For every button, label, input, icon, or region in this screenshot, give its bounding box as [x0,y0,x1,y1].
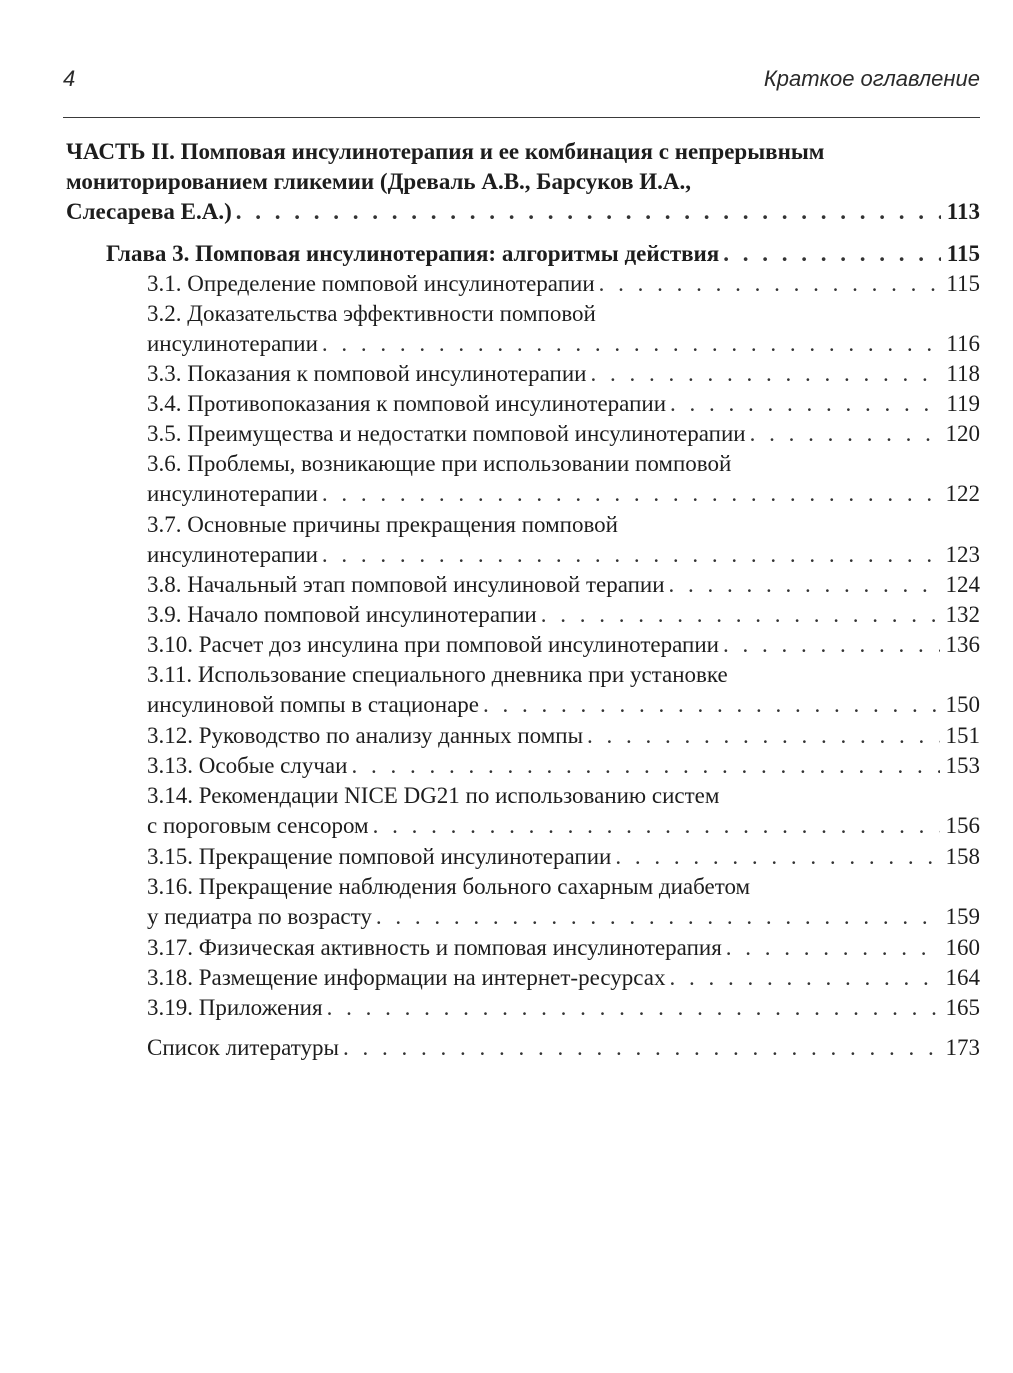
page-ref: 115 [946,271,980,296]
toc-section-3-6[interactable] [147,449,980,509]
leader-dots [537,600,940,630]
toc-section-3-3[interactable] [147,359,980,389]
section-title-cont: у педиатра по возрасту [147,904,372,929]
page-ref: 160 [945,935,980,960]
toc-references[interactable] [147,1033,980,1063]
leader-dots [232,197,941,227]
section-title: 3.8. Начальный этап помповой инсулиновой терапии [147,572,665,597]
toc-section-3-14[interactable] [147,781,980,841]
leader-dots [479,690,939,720]
toc-section-3-16[interactable] [147,872,980,932]
page-ref: 159 [945,904,980,929]
leader-dots [318,329,940,359]
leader-dots [666,389,940,419]
references-title: Список литературы [147,1035,339,1060]
leader-dots [719,239,941,269]
toc-section-3-7[interactable] [147,510,980,570]
toc-section-3-4[interactable] [147,389,980,419]
section-title-line-2 [147,902,980,932]
leader-dots [722,933,940,963]
page-ref: 173 [945,1035,980,1060]
page-ref: 158 [945,844,980,869]
toc-section-3-10[interactable] [147,630,980,660]
section-title: 3.10. Расчет доз инсулина при помповой инсулинотерапии [147,632,719,657]
section-title: 3.3. Показания к помповой инсулинотерапии [147,361,587,386]
page-ref: 136 [945,632,980,657]
running-title: Краткое оглавление [763,66,980,91]
section-title-line-1: 3.7. Основные причины прекращения помповой [147,512,618,537]
leader-dots [719,630,940,660]
toc-section-3-8[interactable] [147,570,980,600]
page-ref: 153 [945,753,980,778]
leader-dots [665,570,940,600]
section-title-line-2 [147,479,980,509]
toc-section-3-12[interactable] [147,721,980,751]
section-title: 3.12. Руководство по анализу данных помпы [147,723,584,748]
toc-section-3-13[interactable] [147,751,980,781]
part-title-line-1: ЧАСТЬ II. Помповая инсулинотерапия и ее комбинация с непрерывным [66,139,825,164]
running-header [63,66,980,100]
leader-dots [369,811,940,841]
header-rule [63,117,980,118]
page-ref: 151 [945,723,980,748]
part-title-line-2: мониторированием гликемии (Древаль А.В., Барсуков И.А., [66,169,691,194]
leader-dots [339,1033,940,1063]
toc-section-3-19[interactable] [147,993,980,1023]
leader-dots [347,751,939,781]
section-title: 3.17. Физическая активность и помповая инсулинотерапия [147,935,722,960]
toc-section-3-18[interactable] [147,963,980,993]
section-title-line-1: 3.2. Доказательства эффективности помповой [147,301,596,326]
section-title: 3.5. Преимущества и недостатки помповой инсулинотерапии [147,421,746,446]
page-ref: 132 [945,602,980,627]
toc-section-3-1[interactable] [147,269,980,299]
toc-part-heading[interactable] [66,137,980,227]
part-title-line-3 [66,197,980,227]
leader-dots [665,963,939,993]
chapter-title: Глава 3. Помповая инсулинотерапия: алгоритмы действия [106,241,720,266]
leader-dots [746,419,940,449]
section-title-cont: инсулинотерапии [147,481,318,506]
section-title-line-1: 3.11. Использование специального дневника при установке [147,662,728,687]
toc-chapter-3[interactable] [106,239,980,269]
section-title-cont: инсулинотерапии [147,331,318,356]
section-title-cont: инсулинотерапии [147,542,318,567]
section-title-cont: инсулиновой помпы в стационаре [147,692,480,717]
page-ref: 123 [945,542,980,567]
leader-dots [318,479,940,509]
section-title-line-1: 3.16. Прекращение наблюдения больного сахарным диабетом [147,874,751,899]
toc-section-3-11[interactable] [147,660,980,720]
page-ref: 124 [945,572,980,597]
section-title: 3.1. Определение помповой инсулинотерапии [147,271,595,296]
leader-dots [595,269,941,299]
page-ref: 150 [945,692,980,717]
section-title-line-1: 3.6. Проблемы, возникающие при использовании помповой [147,451,732,476]
page-ref: 116 [946,331,980,356]
page-ref: 119 [946,391,980,416]
leader-dots [611,842,939,872]
page-ref: 164 [945,965,980,990]
toc-section-3-15[interactable] [147,842,980,872]
leader-dots [372,902,940,932]
section-title: 3.19. Приложения [147,995,323,1020]
toc-section-3-9[interactable] [147,600,980,630]
page-ref: 115 [946,241,980,266]
section-title-line-2 [147,690,980,720]
page-ref: 122 [945,481,980,506]
leader-dots [586,359,940,389]
section-title: 3.18. Размещение информации на интернет-ресурсах [147,965,666,990]
section-title: 3.13. Особые случаи [147,753,348,778]
page-ref: 165 [945,995,980,1020]
leader-dots [318,540,940,570]
leader-dots [323,993,940,1023]
leader-dots [583,721,939,751]
page-ref: 113 [946,199,980,224]
page-ref: 118 [946,361,980,386]
toc-section-3-2[interactable] [147,299,980,359]
section-title: 3.9. Начало помповой инсулинотерапии [147,602,537,627]
section-title-cont: с пороговым сенсором [147,813,369,838]
section-title: 3.15. Прекращение помповой инсулинотерапии [147,844,612,869]
section-title: 3.4. Противопоказания к помповой инсулинотерапии [147,391,667,416]
page-ref: 120 [945,421,980,446]
section-title-line-1: 3.14. Рекомендации NICE DG21 по использованию систем [147,783,720,808]
section-title-line-2 [147,329,980,359]
part-title-last: Слесарева Е.А.) [66,199,232,224]
page-ref: 156 [945,813,980,838]
toc-section-3-17[interactable] [147,933,980,963]
toc-section-3-5[interactable] [147,419,980,449]
section-title-line-2 [147,811,980,841]
page-number: 4 [63,66,76,91]
section-title-line-2 [147,540,980,570]
